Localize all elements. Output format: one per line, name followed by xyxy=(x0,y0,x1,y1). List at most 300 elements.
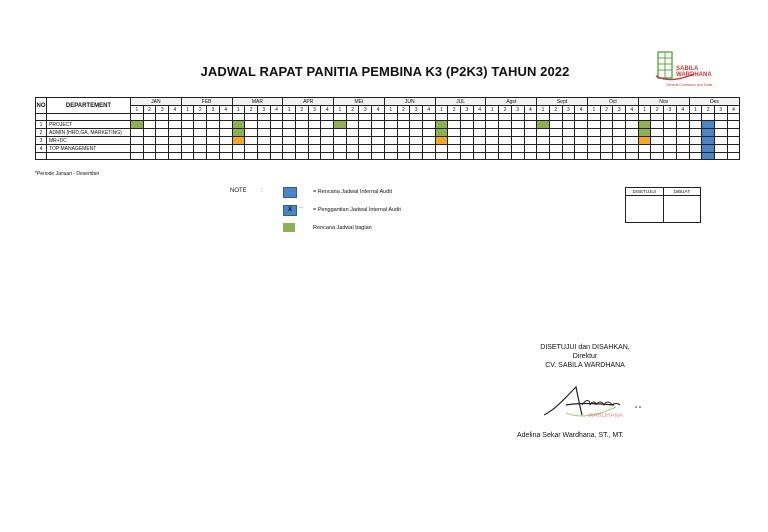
schedule-cell xyxy=(359,145,372,153)
week-header: 3 xyxy=(511,106,524,114)
schedule-cell xyxy=(321,145,334,153)
schedule-cell xyxy=(334,137,347,145)
schedule-cell xyxy=(156,145,169,153)
schedule-cell xyxy=(321,137,334,145)
schedule-cell xyxy=(664,145,677,153)
schedule-cell xyxy=(207,137,220,145)
week-header: 2 xyxy=(499,106,512,114)
approval-line-2: Direktur xyxy=(572,353,598,360)
table-cell xyxy=(334,153,347,160)
week-header: 1 xyxy=(181,106,194,114)
schedule-cell xyxy=(245,121,258,129)
table-cell xyxy=(575,153,588,160)
schedule-cell xyxy=(448,137,461,145)
table-cell xyxy=(461,153,474,160)
schedule-cell xyxy=(486,121,499,129)
schedule-cell xyxy=(232,145,245,153)
schedule-cell xyxy=(511,129,524,137)
table-cell xyxy=(372,114,385,121)
table-cell xyxy=(384,114,397,121)
table-cell xyxy=(219,153,232,160)
table-cell xyxy=(435,114,448,121)
schedule-cell xyxy=(664,137,677,145)
schedule-cell xyxy=(359,137,372,145)
table-cell xyxy=(664,153,677,160)
table-row xyxy=(36,129,740,137)
schedule-cell xyxy=(600,129,613,137)
table-cell xyxy=(232,114,245,121)
table-cell xyxy=(207,114,220,121)
table-cell xyxy=(575,114,588,121)
table-cell xyxy=(156,153,169,160)
schedule-cell xyxy=(296,129,309,137)
schedule-cell xyxy=(638,137,651,145)
legend-swatch-department-plan xyxy=(283,223,295,232)
week-header: 3 xyxy=(562,106,575,114)
schedule-cell xyxy=(194,145,207,153)
week-header: 2 xyxy=(448,106,461,114)
table-cell xyxy=(537,153,550,160)
schedule-cell xyxy=(397,145,410,153)
month-header: JUL xyxy=(435,98,486,106)
schedule-cell xyxy=(702,137,715,145)
schedule-cell xyxy=(588,129,601,137)
week-header: 1 xyxy=(384,106,397,114)
schedule-cell xyxy=(638,145,651,153)
week-header: 3 xyxy=(410,106,423,114)
table-cell xyxy=(410,153,423,160)
schedule-cell xyxy=(346,137,359,145)
schedule-cell xyxy=(651,129,664,137)
week-header: 3 xyxy=(359,106,372,114)
week-header: 1 xyxy=(435,106,448,114)
logo-name: SABILA WARDHANA xyxy=(676,66,712,78)
week-header: 4 xyxy=(321,106,334,114)
table-cell xyxy=(702,153,715,160)
table-row xyxy=(36,121,740,129)
table-cell xyxy=(435,153,448,160)
schedule-cell xyxy=(169,137,182,145)
schedule-cell xyxy=(422,129,435,137)
schedule-cell xyxy=(651,137,664,145)
schedule-cell xyxy=(461,145,474,153)
table-cell xyxy=(296,114,309,121)
schedule-cell xyxy=(499,145,512,153)
schedule-cell xyxy=(676,145,689,153)
week-header: 2 xyxy=(194,106,207,114)
week-header: 1 xyxy=(232,106,245,114)
schedule-cell xyxy=(372,129,385,137)
schedule-cell xyxy=(131,145,144,153)
table-cell xyxy=(143,114,156,121)
table-cell xyxy=(245,153,258,160)
table-cell xyxy=(549,114,562,121)
schedule-cell xyxy=(486,129,499,137)
legend-text-department-plan: Rencana Jadwal bagian xyxy=(313,225,372,231)
table-cell xyxy=(207,153,220,160)
week-header: 1 xyxy=(537,106,550,114)
week-header: 4 xyxy=(372,106,385,114)
month-header: Sept xyxy=(537,98,588,106)
table-cell xyxy=(486,153,499,160)
schedule-cell xyxy=(219,137,232,145)
week-header: 2 xyxy=(143,106,156,114)
table-spacer-row xyxy=(36,114,740,121)
schedule-cell xyxy=(270,129,283,137)
table-cell xyxy=(181,114,194,121)
schedule-cell xyxy=(524,145,537,153)
schedule-cell xyxy=(499,121,512,129)
week-header: 4 xyxy=(575,106,588,114)
table-cell xyxy=(257,114,270,121)
schedule-cell xyxy=(613,129,626,137)
table-cell xyxy=(181,153,194,160)
table-cell xyxy=(499,114,512,121)
schedule-cell xyxy=(600,145,613,153)
schedule-cell xyxy=(689,129,702,137)
schedule-cell xyxy=(245,137,258,145)
schedule-cell xyxy=(664,121,677,129)
schedule-cell xyxy=(664,129,677,137)
schedule-cell xyxy=(461,137,474,145)
schedule-cell xyxy=(549,137,562,145)
week-header: 3 xyxy=(156,106,169,114)
schedule-cell xyxy=(219,129,232,137)
week-header: 1 xyxy=(486,106,499,114)
table-cell xyxy=(257,153,270,160)
schedule-cell xyxy=(207,145,220,153)
schedule-cell xyxy=(296,137,309,145)
schedule-cell xyxy=(156,121,169,129)
schedule-cell xyxy=(181,145,194,153)
table-cell xyxy=(600,153,613,160)
schedule-cell xyxy=(714,129,727,137)
table-cell xyxy=(473,153,486,160)
sign-box-approved: DISETUJUI xyxy=(626,188,664,196)
schedule-cell xyxy=(702,121,715,129)
month-header: MEI xyxy=(334,98,385,106)
table-cell xyxy=(131,114,144,121)
schedule-cell xyxy=(410,129,423,137)
table-cell xyxy=(664,114,677,121)
schedule-cell xyxy=(131,121,144,129)
table-cell xyxy=(613,153,626,160)
schedule-cell xyxy=(346,145,359,153)
week-header: 1 xyxy=(131,106,144,114)
schedule-cell xyxy=(359,129,372,137)
schedule-cell xyxy=(245,145,258,153)
table-cell xyxy=(47,153,131,160)
sign-box-made: DIBUAT xyxy=(663,188,701,196)
schedule-cell xyxy=(156,137,169,145)
schedule-cell xyxy=(169,129,182,137)
table-cell xyxy=(461,114,474,121)
table-cell xyxy=(308,153,321,160)
table-cell xyxy=(714,153,727,160)
month-header: APR xyxy=(283,98,334,106)
sign-box-approved-space xyxy=(626,196,664,223)
schedule-cell xyxy=(626,121,639,129)
table-cell xyxy=(511,114,524,121)
table-cell xyxy=(283,114,296,121)
table-cell xyxy=(47,114,131,121)
schedule-cell xyxy=(169,145,182,153)
schedule-cell xyxy=(143,129,156,137)
schedule-cell xyxy=(334,121,347,129)
page-title: JADWAL RAPAT PANITIA PEMBINA K3 (P2K3) TAHUN 2022 xyxy=(200,64,570,79)
table-row xyxy=(36,137,740,145)
table-cell xyxy=(638,114,651,121)
schedule-cell xyxy=(257,129,270,137)
row-department: TOP MANAGEMENT xyxy=(47,145,131,153)
schedule-cell xyxy=(410,121,423,129)
schedule-cell xyxy=(181,121,194,129)
arrow-right-icon: → xyxy=(297,204,304,211)
table-cell xyxy=(36,153,47,160)
schedule-cell xyxy=(296,145,309,153)
table-cell xyxy=(397,153,410,160)
schedule-cell xyxy=(194,129,207,137)
schedule-cell xyxy=(600,121,613,129)
schedule-cell xyxy=(626,145,639,153)
table-cell xyxy=(588,153,601,160)
approval-line-3: CV. SABILA WARDHANA xyxy=(545,362,625,369)
schedule-cell xyxy=(257,137,270,145)
week-header: 2 xyxy=(296,106,309,114)
table-cell xyxy=(727,153,740,160)
schedule-cell xyxy=(397,137,410,145)
week-header: 2 xyxy=(600,106,613,114)
table-cell xyxy=(422,153,435,160)
legend-swatch-audit-replacement: X xyxy=(283,205,297,216)
week-header: 1 xyxy=(689,106,702,114)
table-cell xyxy=(714,114,727,121)
schedule-cell xyxy=(651,121,664,129)
schedule-cell xyxy=(194,137,207,145)
table-cell xyxy=(372,153,385,160)
week-header: 4 xyxy=(219,106,232,114)
schedule-cell xyxy=(727,137,740,145)
schedule-cell xyxy=(549,129,562,137)
row-number: 4 xyxy=(36,145,47,153)
table-cell xyxy=(562,114,575,121)
schedule-cell xyxy=(461,129,474,137)
schedule-cell xyxy=(676,121,689,129)
schedule-cell xyxy=(359,121,372,129)
table-cell xyxy=(473,114,486,121)
table-cell xyxy=(346,114,359,121)
approval-line-1: DISETUJUI dan DISAHKAN, xyxy=(540,344,630,351)
month-header: Oct xyxy=(588,98,639,106)
week-header: 4 xyxy=(524,106,537,114)
schedule-cell xyxy=(537,145,550,153)
table-cell xyxy=(384,153,397,160)
schedule-cell xyxy=(207,129,220,137)
table-cell xyxy=(638,153,651,160)
week-header: 1 xyxy=(334,106,347,114)
schedule-cell xyxy=(575,121,588,129)
schedule-cell xyxy=(524,129,537,137)
schedule-cell xyxy=(372,121,385,129)
table-cell xyxy=(689,114,702,121)
header-no: NO xyxy=(36,98,47,114)
schedule-cell xyxy=(283,137,296,145)
table-cell xyxy=(676,114,689,121)
schedule-cell xyxy=(181,137,194,145)
sign-box xyxy=(625,187,701,223)
schedule-cell xyxy=(638,129,651,137)
table-cell xyxy=(169,114,182,121)
schedule-cell xyxy=(562,145,575,153)
row-department: ADMIN (HRD,GA, MARKETING) xyxy=(47,129,131,137)
schedule-cell xyxy=(499,137,512,145)
schedule-cell xyxy=(448,145,461,153)
schedule-cell xyxy=(321,121,334,129)
row-number: 2 xyxy=(36,129,47,137)
schedule-cell xyxy=(169,121,182,129)
week-header: 4 xyxy=(169,106,182,114)
month-header: Des xyxy=(689,98,740,106)
schedule-cell xyxy=(626,137,639,145)
schedule-cell xyxy=(511,145,524,153)
table-cell xyxy=(321,114,334,121)
legend-text-audit-replacement: = Penggantian Jadwal Internal Audit xyxy=(313,207,401,213)
schedule-cell xyxy=(232,121,245,129)
table-cell xyxy=(143,153,156,160)
schedule-cell xyxy=(651,145,664,153)
table-cell xyxy=(448,114,461,121)
header-department: DEPARTEMENT xyxy=(47,98,131,114)
schedule-cell xyxy=(194,121,207,129)
table-cell xyxy=(232,153,245,160)
schedule-cell xyxy=(702,145,715,153)
table-cell xyxy=(524,153,537,160)
schedule-cell xyxy=(181,129,194,137)
schedule-cell xyxy=(245,129,258,137)
schedule-cell xyxy=(435,137,448,145)
schedule-cell xyxy=(334,129,347,137)
week-header: 4 xyxy=(270,106,283,114)
table-cell xyxy=(422,114,435,121)
schedule-cell xyxy=(410,137,423,145)
week-header: 3 xyxy=(714,106,727,114)
schedule-cell xyxy=(613,145,626,153)
schedule-cell xyxy=(689,145,702,153)
schedule-cell xyxy=(270,145,283,153)
schedule-cell xyxy=(575,137,588,145)
schedule-cell xyxy=(131,137,144,145)
table-cell xyxy=(626,114,639,121)
table-cell xyxy=(283,153,296,160)
sign-box-made-space xyxy=(663,196,701,223)
table-cell xyxy=(359,114,372,121)
schedule-cell xyxy=(283,121,296,129)
schedule-cell xyxy=(384,121,397,129)
table-cell xyxy=(296,153,309,160)
schedule-cell xyxy=(372,137,385,145)
table-cell xyxy=(626,153,639,160)
table-cell xyxy=(359,153,372,160)
legend-swatch-audit-plan xyxy=(283,187,297,198)
schedule-cell xyxy=(270,137,283,145)
table-row xyxy=(36,145,740,153)
schedule-cell xyxy=(422,121,435,129)
schedule-cell xyxy=(549,145,562,153)
table-cell xyxy=(562,153,575,160)
week-header: 1 xyxy=(283,106,296,114)
table-cell xyxy=(410,114,423,121)
schedule-cell xyxy=(626,129,639,137)
table-cell xyxy=(448,153,461,160)
schedule-cell xyxy=(219,145,232,153)
schedule-cell xyxy=(283,129,296,137)
schedule-cell xyxy=(384,137,397,145)
schedule-cell xyxy=(296,121,309,129)
week-header: 2 xyxy=(702,106,715,114)
schedule-cell xyxy=(600,137,613,145)
schedule-cell xyxy=(486,145,499,153)
week-header: 3 xyxy=(613,106,626,114)
table-cell xyxy=(245,114,258,121)
schedule-cell xyxy=(524,137,537,145)
schedule-cell xyxy=(207,121,220,129)
schedule-cell xyxy=(714,121,727,129)
schedule-cell xyxy=(321,129,334,137)
table-cell xyxy=(219,114,232,121)
table-cell xyxy=(651,114,664,121)
schedule-cell xyxy=(473,121,486,129)
schedule-cell xyxy=(334,145,347,153)
table-cell xyxy=(702,114,715,121)
month-header: JAN xyxy=(131,98,182,106)
table-cell xyxy=(194,153,207,160)
table-cell xyxy=(537,114,550,121)
schedule-cell xyxy=(219,121,232,129)
schedule-cell xyxy=(511,121,524,129)
table-cell xyxy=(486,114,499,121)
schedule-cell xyxy=(537,121,550,129)
week-header: 2 xyxy=(245,106,258,114)
schedule-cell xyxy=(448,129,461,137)
table-cell xyxy=(511,153,524,160)
table-cell xyxy=(727,114,740,121)
table-cell xyxy=(651,153,664,160)
schedule-cell xyxy=(486,137,499,145)
schedule-cell xyxy=(156,129,169,137)
handwritten-signature xyxy=(536,383,646,423)
schedule-cell xyxy=(588,145,601,153)
schedule-cell xyxy=(562,137,575,145)
schedule-cell xyxy=(448,121,461,129)
table-cell xyxy=(308,114,321,121)
note-colon: : xyxy=(261,188,263,194)
table-cell xyxy=(549,153,562,160)
schedule-cell xyxy=(575,145,588,153)
schedule-cell xyxy=(397,121,410,129)
schedule-cell xyxy=(676,129,689,137)
schedule-cell xyxy=(270,121,283,129)
schedule-cell xyxy=(257,145,270,153)
schedule-cell xyxy=(308,137,321,145)
month-header: FEB xyxy=(181,98,232,106)
schedule-cell xyxy=(613,121,626,129)
table-cell xyxy=(499,153,512,160)
table-cell xyxy=(321,153,334,160)
svg-text:WARDHANA: WARDHANA xyxy=(588,413,623,419)
table-cell xyxy=(689,153,702,160)
schedule-cell xyxy=(562,121,575,129)
table-cell xyxy=(600,114,613,121)
